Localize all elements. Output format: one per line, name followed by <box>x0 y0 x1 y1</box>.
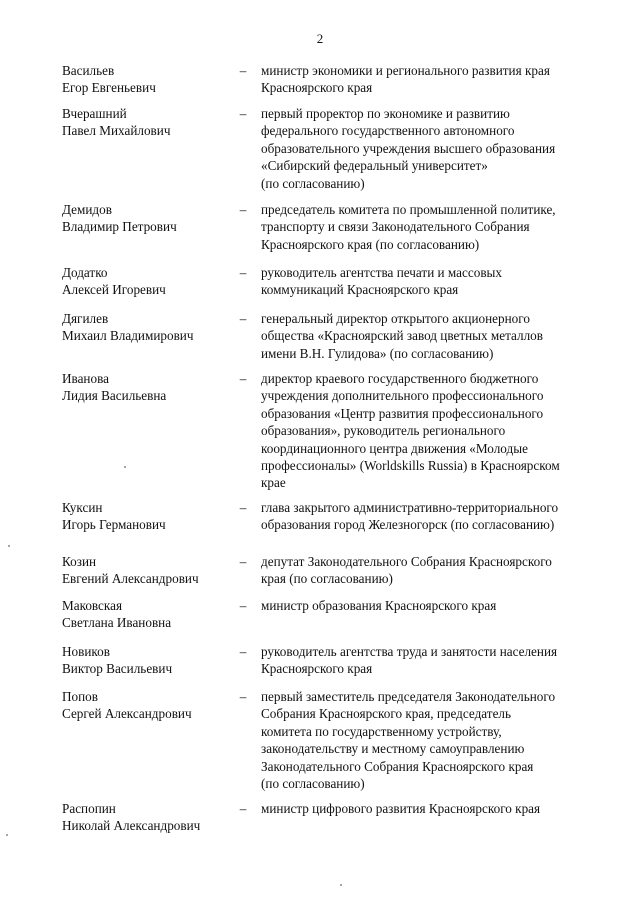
member-surname: Новиков <box>62 644 110 659</box>
separator-dash: – <box>239 801 247 816</box>
separator-dash: – <box>239 371 247 386</box>
member-given-names: Евгений Александрович <box>62 571 199 587</box>
member-position <box>261 201 621 253</box>
position-line: коммуникаций Красноярского края <box>261 282 459 298</box>
page-number: 2 <box>316 31 324 46</box>
separator-dash: – <box>239 265 247 280</box>
member-given-names: Лидия Васильевна <box>62 388 167 404</box>
scan-speck <box>6 834 8 836</box>
separator-dash: – <box>239 106 247 121</box>
member-position <box>261 370 621 492</box>
separator-dash: – <box>239 311 247 326</box>
position-line: генеральный директор открытого акционерного <box>261 311 530 326</box>
position-line: депутат Законодательного Собрания Красноярского <box>261 554 552 569</box>
position-line: руководитель агентства печати и массовых <box>261 265 502 280</box>
member-name <box>62 688 247 723</box>
position-line: «Сибирский федеральный университет» <box>261 158 488 174</box>
member-given-names: Егор Евгеньевич <box>62 80 156 96</box>
member-surname: Додатко <box>62 265 108 280</box>
position-line: образования», руководитель регионального <box>261 423 506 439</box>
member-position <box>261 310 621 362</box>
member-position <box>261 105 621 192</box>
member-surname: Распопин <box>62 801 116 816</box>
position-line: комитета по государственному устройству, <box>261 723 502 739</box>
position-line: Красноярского края (по согласованию) <box>261 236 480 252</box>
separator-dash: – <box>239 689 247 704</box>
member-surname: Васильев <box>62 63 115 78</box>
position-line: образования город Железногорск (по согласованию) <box>261 517 555 533</box>
member-given-names: Виктор Васильевич <box>62 661 173 677</box>
member-name <box>62 597 247 632</box>
position-line: министр экономики и регионального развития края <box>261 63 550 78</box>
member-position <box>261 62 621 97</box>
member-given-names: Игорь Германович <box>62 517 166 533</box>
position-line: крае <box>261 475 286 491</box>
member-surname: Маковская <box>62 598 123 613</box>
position-line: министр образования Красноярского края <box>261 598 497 613</box>
position-line: первый заместитель председателя Законодательного <box>261 689 556 704</box>
member-name <box>62 264 247 299</box>
member-position <box>261 264 621 299</box>
position-line: учреждения дополнительного профессионального <box>261 388 544 404</box>
position-line: образовательного учреждения высшего образования <box>261 140 556 156</box>
separator-dash: – <box>239 500 247 515</box>
member-position <box>261 643 621 678</box>
member-position <box>261 597 621 614</box>
member-given-names: Михаил Владимирович <box>62 328 194 344</box>
member-name <box>62 310 247 345</box>
position-line: федерального государственного автономного <box>261 123 515 139</box>
member-given-names: Светлана Ивановна <box>62 615 172 631</box>
position-line: координационного центра движения «Молодые <box>261 440 528 456</box>
member-name <box>62 499 247 534</box>
position-line: глава закрытого административно-территориального <box>261 500 559 515</box>
member-surname: Дягилев <box>62 311 109 326</box>
position-line: общества «Красноярский завод цветных металлов <box>261 328 544 344</box>
member-surname: Куксин <box>62 500 103 515</box>
position-line: председатель комитета по промышленной политике, <box>261 202 556 217</box>
member-name <box>62 800 247 835</box>
separator-dash: – <box>239 63 247 78</box>
position-line: директор краевого государственного бюджетного <box>261 371 539 386</box>
member-surname: Иванова <box>62 371 109 386</box>
member-position <box>261 499 621 534</box>
member-given-names: Владимир Петрович <box>62 219 177 235</box>
member-position <box>261 553 621 588</box>
separator-dash: – <box>239 554 247 569</box>
position-line: руководитель агентства труда и занятости населения <box>261 644 558 659</box>
position-line: Красноярского края <box>261 80 373 96</box>
member-name <box>62 553 247 588</box>
position-line: (по согласованию) <box>261 175 365 191</box>
position-line: (по согласованию) <box>261 776 365 792</box>
member-name <box>62 62 247 97</box>
separator-dash: – <box>239 202 247 217</box>
separator-dash: – <box>239 644 247 659</box>
position-line: законодательству и местному самоуправлению <box>261 741 525 757</box>
position-line: Красноярского края <box>261 661 373 677</box>
position-line: образования «Центр развития профессионального <box>261 405 544 421</box>
member-surname: Демидов <box>62 202 112 217</box>
member-surname: Козин <box>62 554 97 569</box>
member-given-names: Алексей Игоревич <box>62 282 166 298</box>
position-line: транспорту и связи Законодательного Собрания <box>261 219 530 235</box>
member-given-names: Николай Александрович <box>62 818 201 834</box>
position-line: имени В.Н. Гулидова» (по согласованию) <box>261 345 494 361</box>
scan-speck <box>340 884 342 886</box>
member-surname: Вчерашний <box>62 106 127 121</box>
scan-speck <box>124 466 126 468</box>
member-name <box>62 105 247 140</box>
position-line: Законодательного Собрания Красноярского края <box>261 758 534 774</box>
member-name <box>62 201 247 236</box>
scan-speck <box>8 545 10 547</box>
position-line: первый проректор по экономике и развитию <box>261 106 510 121</box>
member-surname: Попов <box>62 689 98 704</box>
member-name <box>62 643 247 678</box>
member-name <box>62 370 247 405</box>
position-line: профессионалы» (Worldskills Russia) в Красноярском <box>261 458 560 474</box>
position-line: министр цифрового развития Красноярского края <box>261 801 541 816</box>
position-line: Собрания Красноярского края, председатель <box>261 706 512 722</box>
member-given-names: Сергей Александрович <box>62 706 192 722</box>
separator-dash: – <box>239 598 247 613</box>
member-position <box>261 800 621 817</box>
member-given-names: Павел Михайлович <box>62 123 171 139</box>
member-position <box>261 688 621 792</box>
position-line: края (по согласованию) <box>261 571 393 587</box>
